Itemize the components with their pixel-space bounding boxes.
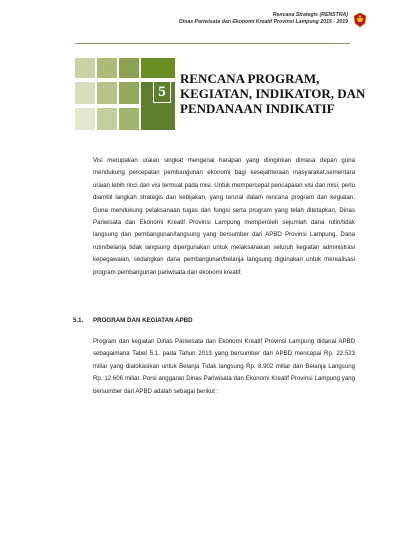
section-title: PROGRAM DAN KEGIATAN APBD	[93, 317, 193, 324]
chapter-title: RENCANA PROGRAM, KEGIATAN, INDIKATOR, DAN PENDANAAN INDIKATIF	[180, 71, 366, 116]
section-paragraph: Program dan kegiatan Dinas Pariwisata dan Ekonomi Kreatif Provinsi Lampung didanai APBD sebagaimana Tabel 5.1. pada Tahun 2013 yang bersumber dari APBD mencapai Rp. 22.523 miliar yang dialokasikan untuk Belanja Tidak langsung Rp. 8.902 miliar dan Belanja Langsung Rp. 12.606 miliar. Porsi anggaran Dinas Pariwisata dan Ekonomi Kreatif Provinsi Lampung yang bersumber dari APBD adalah sebagai berikut :	[93, 338, 355, 395]
intro-paragraph: Visi merupakan uraian singkat mengenai harapan yang diinginkan dimasa depan guna mendukung percepatan pembangunan ekonomi bagi kesejahteraan masyarakat,sementara uraian lebih rinci dari visi termuat pada misi. Untuk mempercepat pencapaian visi dan misi, perlu diambil langkah strategis dan kebijakan, yang terurai dalam rencana program dan kegiatan. Guna mendukung pelaksanaan tugas dan fungsi serta program yang telah ditetapkan, Dinas Pariwisata dan Ekonomi Kreatif Provinsi Lampung memperoleh sejumlah dana rutin/tidak langsung dan pembangunan/langsung yang bersumber dari APBD Provinsi Lampung. Dana rutin/belanja tidak langsung dipergunakan untuk melaksanakan seluruh kegiatan administrasi kepegawaian, sedangkan dana pembangunan/belanja langsung digunakan untuk merealisasi program pembangunan pariwisata dan ekonomi kreatif.	[93, 157, 355, 276]
header-line-1: Rencana Strategis (RENSTRA)	[272, 12, 348, 18]
header-divider	[75, 43, 350, 44]
lampung-emblem-icon	[352, 12, 368, 28]
chapter-number: 5	[153, 81, 171, 103]
header-line-2: Dinas Pariwisata dan Ekonomi Kreatif Provinsi Lampung 2015 - 2019	[179, 19, 348, 25]
section-number: 5.1.	[73, 317, 84, 324]
running-header	[179, 12, 348, 26]
